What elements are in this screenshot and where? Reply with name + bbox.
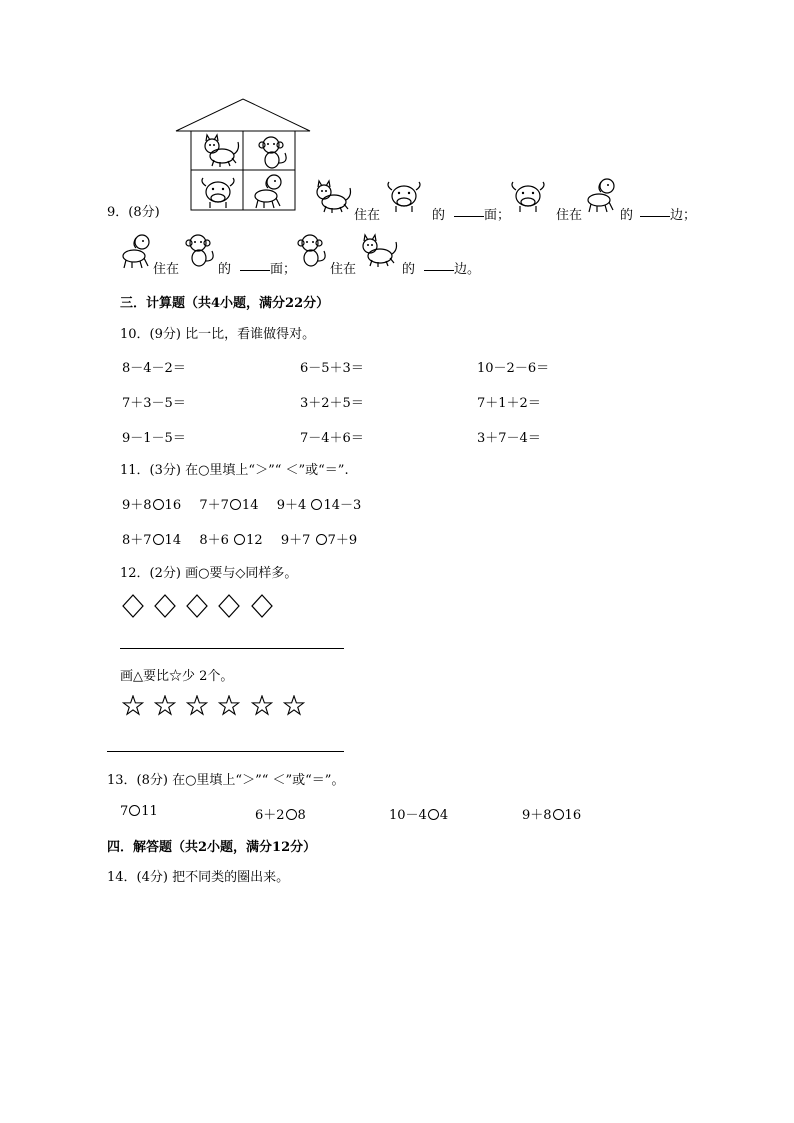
- q10-r3c3: 3＋7－4＝: [477, 431, 541, 446]
- q10-prompt: 10．(9分) 比一比，看谁做得对。: [120, 327, 316, 342]
- q12-prompt2: 画△要比☆少 2个。: [120, 669, 234, 684]
- q13-item-3: 10－4 4: [389, 808, 449, 823]
- q9-zhuzai-3: 住在: [153, 262, 180, 277]
- q9-blank-2[interactable]: [640, 204, 670, 217]
- q10-r1c3: 10－2－6＝: [477, 361, 550, 376]
- q10-r3c2: 7－4＋6＝: [300, 431, 364, 446]
- compare-circle[interactable]: [129, 805, 140, 816]
- star-icon: [186, 695, 208, 717]
- compare-circle[interactable]: [230, 499, 241, 510]
- diamond-icon: [186, 594, 208, 618]
- compare-circle[interactable]: [286, 809, 297, 820]
- compare-circle[interactable]: [553, 809, 564, 820]
- diamond-row: [122, 594, 279, 622]
- q10-r2c3: 7＋1＋2＝: [477, 396, 541, 411]
- q12-prompt: 12．(2分) 画○要与◇同样多。: [120, 566, 298, 581]
- q9-blank-3[interactable]: [240, 258, 270, 271]
- compare-circle[interactable]: [234, 534, 245, 545]
- section-4-title: 四．解答题（共2小题，满分12分）: [107, 840, 317, 855]
- q13-item-1: 7 11: [120, 804, 158, 819]
- monkey-icon: [182, 231, 218, 271]
- dog-icon: [583, 176, 619, 214]
- q11-prompt: 11．(3分) 在○里填上“＞”“ ＜”或“＝”.: [120, 463, 349, 478]
- compare-circle[interactable]: [153, 499, 164, 510]
- q10-r1c2: 6－5＋3＝: [300, 361, 364, 376]
- compare-circle[interactable]: [153, 534, 164, 545]
- q14-prompt: 14．(4分) 把不同类的圈出来。: [107, 870, 290, 885]
- star-icon: [154, 695, 176, 717]
- star-icon: [122, 695, 144, 717]
- diamond-icon: [122, 594, 144, 618]
- diamond-icon: [251, 594, 273, 618]
- star-row: [122, 695, 311, 721]
- section-3-title: 三．计算题（共4小题，满分22分）: [120, 296, 330, 311]
- q13-item-4: 9＋8 16: [522, 808, 582, 823]
- q12-answer-line-2[interactable]: [107, 751, 344, 752]
- q9-de-3: 的: [218, 262, 232, 277]
- q10-r2c2: 3＋2＋5＝: [300, 396, 364, 411]
- q9-de-4: 的: [402, 262, 416, 277]
- q12-answer-line-1[interactable]: [120, 648, 344, 649]
- star-icon: [218, 695, 240, 717]
- q11-row2: 8＋7 14 8＋6 12 9＋7 7＋9: [122, 533, 358, 548]
- q9-zhuzai-4: 住在: [330, 262, 357, 277]
- cow-icon: [384, 176, 426, 214]
- q9-mian-1: 面；: [484, 208, 511, 223]
- q9-zhuzai-2: 住在: [556, 208, 583, 223]
- q9-de-1: 的: [432, 208, 446, 223]
- compare-circle[interactable]: [311, 499, 322, 510]
- q9-number: 9．(8分): [107, 205, 160, 220]
- q10-r1c1: 8－4－2＝: [122, 361, 186, 376]
- q9-mian-2: 面；: [270, 262, 297, 277]
- q9-blank-4[interactable]: [424, 258, 454, 271]
- dog-icon: [118, 232, 154, 270]
- q9-bian-2: 边。: [454, 262, 481, 277]
- diamond-icon: [154, 594, 176, 618]
- compare-circle[interactable]: [316, 534, 327, 545]
- q9-bian-1: 边；: [670, 208, 697, 223]
- q10-r2c1: 7＋3－5＝: [122, 396, 186, 411]
- cow-icon: [508, 176, 550, 214]
- q13-item-2: 6＋2 8: [255, 808, 306, 823]
- house-illustration: [170, 96, 315, 214]
- diamond-icon: [218, 594, 240, 618]
- monkey-icon: [294, 231, 330, 271]
- cat-icon: [358, 232, 400, 270]
- q13-prompt: 13．(8分) 在○里填上“＞”“ ＜”或“＝”。: [107, 773, 345, 788]
- compare-circle[interactable]: [428, 809, 439, 820]
- q10-r3c1: 9－1－5＝: [122, 431, 186, 446]
- cat-icon: [312, 178, 354, 216]
- star-icon: [283, 695, 305, 717]
- q9-zhuzai-1: 住在: [354, 208, 381, 223]
- q11-row1: 9＋8 16 7＋7 14 9＋4 14－3: [122, 498, 362, 513]
- q9-blank-1[interactable]: [454, 204, 484, 217]
- star-icon: [251, 695, 273, 717]
- q9-de-2: 的: [620, 208, 634, 223]
